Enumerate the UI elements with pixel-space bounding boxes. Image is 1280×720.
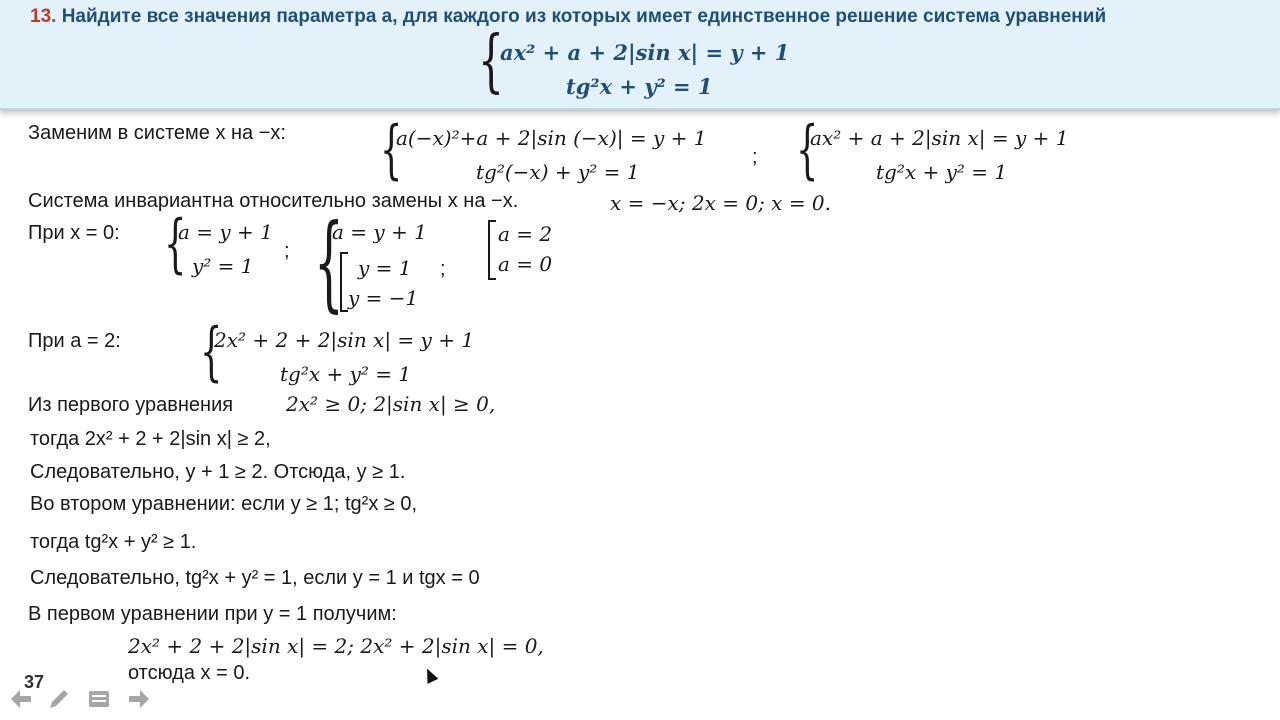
arrow-left-icon [10,689,32,709]
pen-tool-button[interactable] [46,686,72,712]
reasoning-line-10: Следовательно, tg²x + y² = 1, если y = 1 и tgx = 0 [30,567,480,589]
case-x0-s2b: y = 1 [358,256,412,280]
prev-slide-button[interactable] [8,686,34,712]
system-brace: { [200,315,223,389]
header-equation-2: tg²x + y² = 1 [566,74,713,99]
arrow-right-icon [128,689,150,709]
substitution-text: Заменим в системе x на −x: [28,122,286,144]
invariance-text: Система инвариантна относительно замены x на −x. [28,190,519,212]
reasoning-line-12: 2x² + 2 + 2|sin x| = 2; 2x² + 2|sin x| = 0, [128,634,544,658]
first-equation-text: Из первого уравнения [28,394,234,416]
separator: ; [752,146,758,168]
separator: ; [440,258,446,280]
mouse-cursor-icon [422,666,439,684]
case-x0-s2c: y = −1 [348,286,419,310]
case-a2-eq1: 2x² + 2 + 2|sin x| = y + 1 [214,328,475,352]
notes-icon [88,689,110,709]
page-number: 37 [24,672,45,692]
system-a-eq2: tg²(−x) + y² = 1 [476,160,640,184]
next-slide-button[interactable] [126,686,152,712]
reasoning-line-6: тогда 2x² + 2 + 2|sin x| ≥ 2, [30,428,271,450]
case-x0-text: При x = 0: [28,222,120,244]
system-brace: { [314,201,344,323]
first-equation-math: 2x² ≥ 0; 2|sin x| ≥ 0, [286,392,496,416]
case-x0-s3b: a = 0 [498,252,553,276]
system-b-eq1: ax² + a + 2|sin x| = y + 1 [810,126,1069,150]
bracket [488,220,496,280]
case-a2-eq2: tg²x + y² = 1 [280,362,412,386]
reasoning-line-13: отсюда x = 0. [128,662,251,684]
case-x0-s3a: a = 2 [498,222,553,246]
system-brace: { [380,113,403,187]
reasoning-line-11: В первом уравнении при y = 1 получим: [28,603,397,625]
task-text: Найдите все значения параметра a, для каждого из которых имеет единственное решение система уравнений [61,6,1107,27]
system-brace: { [164,207,187,281]
menu-button[interactable] [86,686,112,712]
task-header [0,0,1280,110]
task-number: 13. [30,6,57,27]
reasoning-line-8: Во втором уравнении: если y ≥ 1; tg²x ≥ 0, [30,493,418,515]
system-a-eq1: a(−x)²+a + 2|sin (−x)| = y + 1 [396,126,707,150]
bracket [340,252,348,312]
system-brace: { [796,113,819,187]
reasoning-line-7: Следовательно, y + 1 ≥ 2. Отсюда, y ≥ 1. [30,461,406,483]
header-equation-1: ax² + a + 2|sin x| = y + 1 [500,40,790,65]
system-b-eq2: tg²x + y² = 1 [876,160,1008,184]
case-x0-s1a: a = y + 1 [178,220,273,244]
header-system-brace: { [478,22,504,101]
reasoning-line-9: тогда tg²x + y² ≥ 1. [30,531,197,553]
case-a2-text: При a = 2: [28,330,121,352]
separator: ; [284,240,290,262]
case-x0-s2a: a = y + 1 [332,220,427,244]
case-x0-s1b: y² = 1 [192,254,254,278]
invariance-math: x = −x; 2x = 0; x = 0. [610,191,832,215]
pen-icon [47,687,71,711]
task-title [30,6,1106,28]
